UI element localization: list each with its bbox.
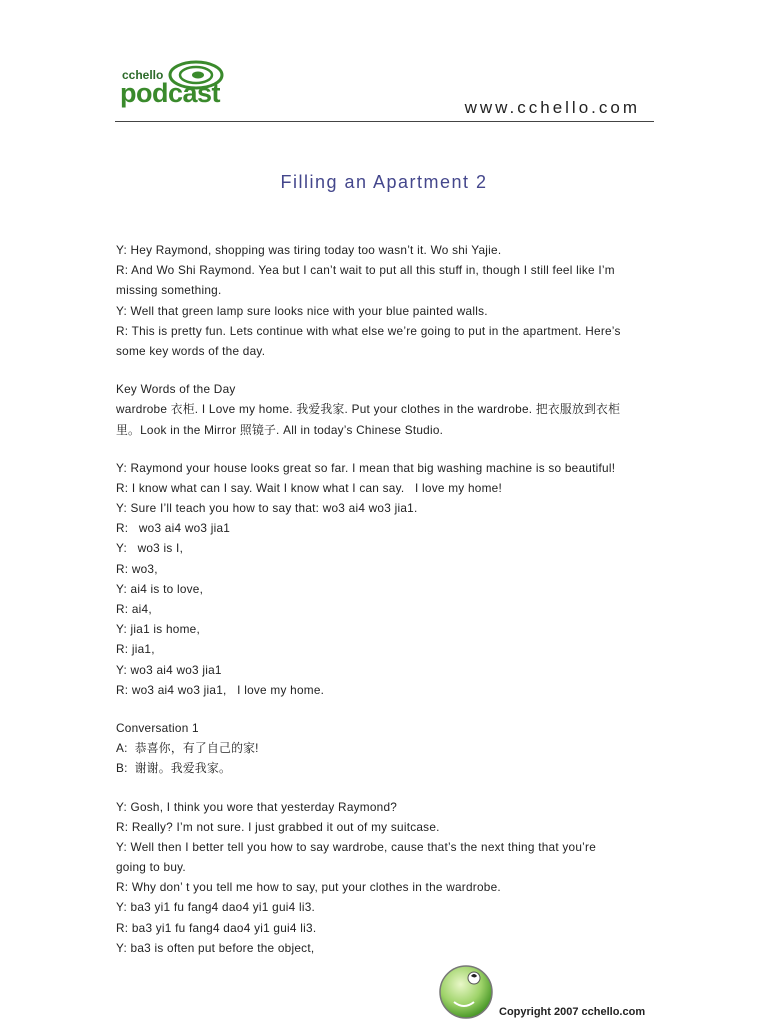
text-line: R: This is pretty fun. Lets continue with what else we’re going to put in the apartment. Here’s	[116, 323, 621, 338]
text-line: A: 恭喜你，有了自己的家!	[116, 741, 259, 756]
text-line: R: wo3 ai4 wo3 jia1	[116, 521, 231, 536]
paragraph	[116, 797, 656, 959]
text-line: Y: wo3 is I,	[116, 541, 184, 556]
paragraph	[116, 718, 656, 779]
mascot-ball-icon	[438, 962, 498, 1022]
text-line: R: ba3 yi1 fu fang4 dao4 yi1 gui4 li3.	[116, 920, 317, 935]
text-line: Y: ai4 is to love,	[116, 581, 204, 596]
text-line: R: I know what can I say. Wait I know what I can say. I love my home!	[116, 480, 502, 495]
paragraph	[116, 458, 656, 700]
page-title: Filling an Apartment 2	[280, 172, 488, 192]
text-line: R: wo3,	[116, 561, 158, 576]
header-divider	[115, 121, 654, 122]
logo-big-text: podcast	[120, 78, 221, 108]
text-line: R: ai4,	[116, 602, 152, 616]
text-line: Y: Raymond your house looks great so far. I mean that big washing machine is so beautiful!	[116, 460, 616, 475]
text-line: B: 谢谢。我爱我家。	[116, 761, 232, 776]
paragraph-gap	[116, 700, 656, 718]
text-line: R: Really? I’m not sure. I just grabbed it out of my suitcase.	[116, 819, 440, 834]
text-line: Y: Sure I’ll teach you how to say that: wo3 ai4 wo3 jia1.	[116, 501, 418, 516]
paragraph-gap	[116, 440, 656, 458]
text-line: Y: ba3 yi1 fu fang4 dao4 yi1 gui4 li3.	[116, 900, 316, 915]
text-line: Y: Well that green lamp sure looks nice with your blue painted walls.	[116, 303, 488, 318]
text-line: R: wo3 ai4 wo3 jia1, I love my home.	[116, 682, 325, 697]
text-line: 里。Look in the Mirror 照镜子. All in today’s Chinese Studio.	[116, 422, 444, 437]
cchello-podcast-logo	[120, 60, 230, 110]
copyright-text: Copyright 2007 cchello.com	[499, 1006, 646, 1018]
text-line: Y: wo3 ai4 wo3 jia1	[116, 662, 222, 677]
text-line: R: And Wo Shi Raymond. Yea but I can’t wait to put all this stuff in, though I still feel like I’m	[116, 263, 615, 278]
document-body	[116, 240, 656, 958]
text-line: Y: Gosh, I think you wore that yesterday Raymond?	[116, 799, 398, 814]
text-line: R: jia1,	[116, 642, 155, 657]
paragraph	[116, 379, 656, 440]
text-line: Key Words of the Day	[116, 382, 236, 397]
paragraph-gap	[116, 779, 656, 797]
text-line: some key words of the day.	[116, 343, 266, 358]
text-line: Conversation 1	[116, 720, 199, 735]
text-line: R: Why don’ t you tell me how to say, put your clothes in the wardrobe.	[116, 880, 501, 895]
paragraph-gap	[116, 361, 656, 379]
logo-small-text: cchello	[122, 68, 164, 82]
site-url[interactable]: www.cchello.com	[464, 98, 640, 117]
text-line: Y: jia1 is home,	[116, 622, 200, 637]
text-line: Y: ba3 is often put before the object,	[116, 940, 315, 955]
text-line: Y: Well then I better tell you how to say wardrobe, cause that’s the next thing that you’re	[116, 839, 597, 854]
text-line: missing something.	[116, 283, 222, 298]
text-line: going to buy.	[116, 860, 186, 875]
paragraph	[116, 240, 656, 361]
text-line: Y: Hey Raymond, shopping was tiring today too wasn’t it. Wo shi Yajie.	[116, 243, 502, 257]
text-line: wardrobe 衣柜. I Love my home. 我爱我家. Put your clothes in the wardrobe. 把衣服放到衣柜	[116, 402, 621, 417]
